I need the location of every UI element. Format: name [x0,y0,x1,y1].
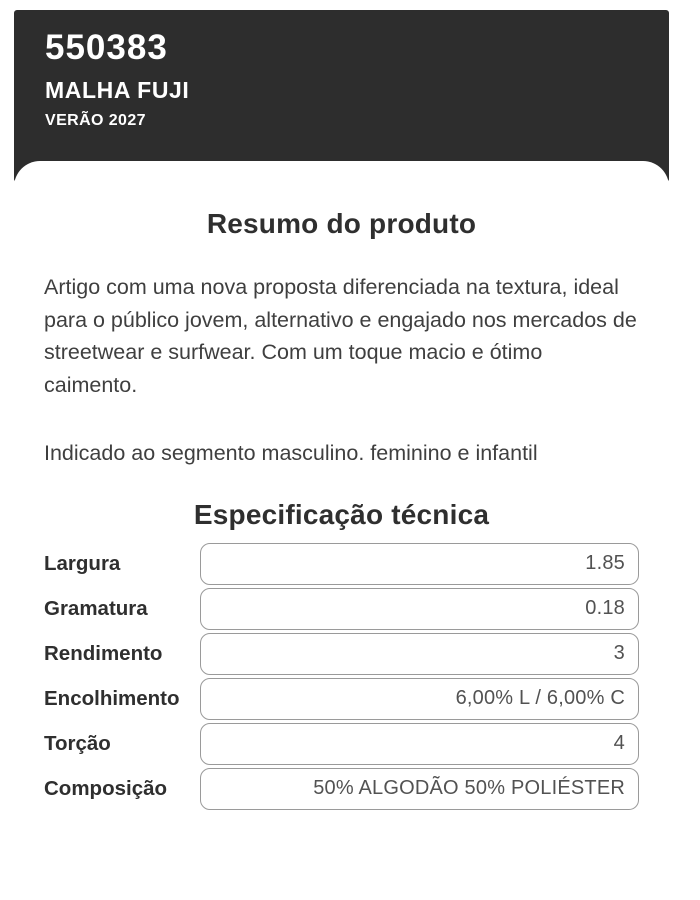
product-card [14,161,669,900]
spec-label-torcao: Torção [44,731,111,755]
spec-value-largura[interactable]: 1.85 [200,543,639,585]
spec-row-encolhimento [44,678,639,720]
spec-row-torcao [44,723,639,765]
spec-label-gramatura: Gramatura [44,596,148,620]
spec-label-rendimento: Rendimento [44,641,163,665]
spec-row-composicao [44,768,639,810]
product-header [14,10,669,182]
spec-value-composicao[interactable]: 50% ALGODÃO 50% POLIÉSTER [200,768,639,810]
product-season: VERÃO 2027 [45,112,146,129]
summary-paragraph-1: Artigo com uma nova proposta diferenciada na textura, ideal para o público jovem, alternativo e engajado nos mercados de streetwear e surfwear. Com um toque macio e ótimo caimento. [44,275,637,397]
spec-label-encolhimento: Encolhimento [44,686,180,710]
product-name: MALHA FUJI [45,77,190,103]
spec-value-gramatura[interactable]: 0.18 [200,588,639,630]
spec-label-composicao: Composição [44,776,168,800]
spec-table [44,543,639,810]
spec-value-rendimento[interactable]: 3 [200,633,639,675]
specs-title: Especificação técnica [193,498,490,530]
summary-title: Resumo do produto [206,208,477,239]
spec-row-rendimento [44,633,639,675]
spec-row-largura [44,543,639,585]
spec-value-encolhimento[interactable]: 6,00% L / 6,00% C [200,678,639,720]
spec-label-largura: Largura [44,551,121,575]
summary-paragraph-2: Indicado ao segmento masculino. feminino e infantil [44,441,538,465]
product-code: 550383 [45,28,168,67]
spec-value-torcao[interactable]: 4 [200,723,639,765]
spec-row-gramatura [44,588,639,630]
